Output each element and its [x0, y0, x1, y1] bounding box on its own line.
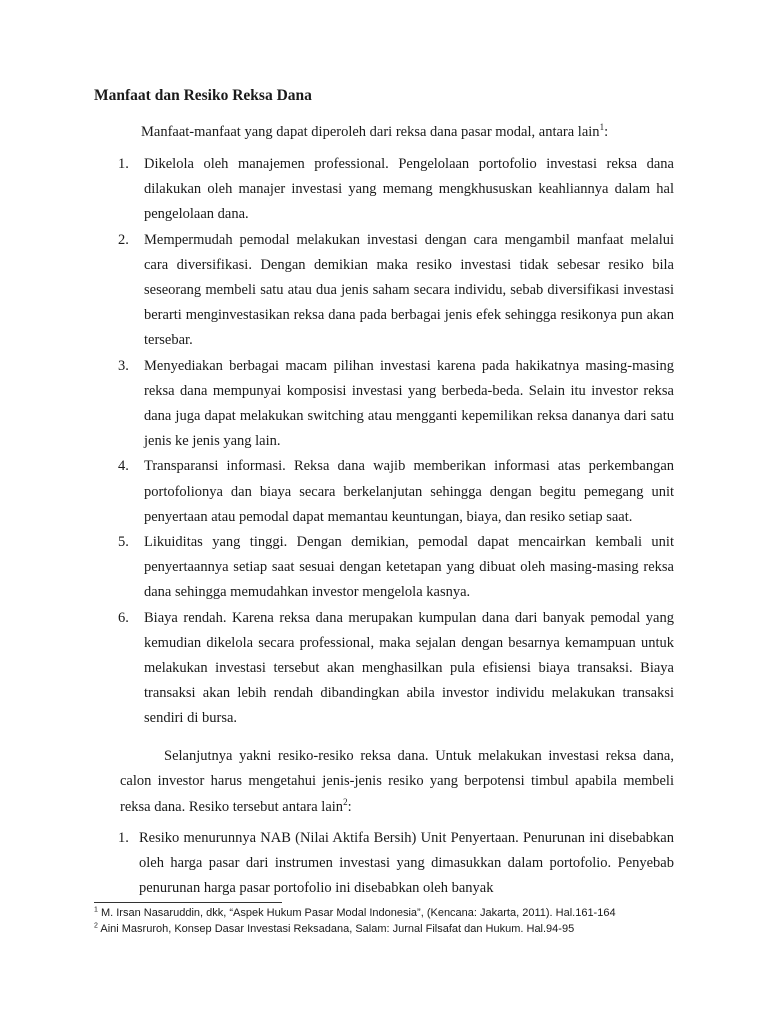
list-item-text: Menyediakan berbagai macam pilihan investasi karena pada hakikatnya masing-masing reksa dana mempunyai komposisi investasi yang berbeda-beda. Selain itu investor reksa dana juga dapat melakukan switching atau mengganti kepemilikan reksa dananya dari satu jenis ke jenis yang lain. — [144, 357, 674, 450]
list-item-text: Biaya rendah. Karena reksa dana merupakan kumpulan dana dari banyak pemodal yang kemudian dikelola secara professional, maka sejalan dengan besarnya kemampuan untuk melakukan investasi tersebut akan menghasilkan pula efisiensi biaya transaksi. Biaya transaksi akan lebih rendah dibandingkan abila investor individu melakukan transaksi sendiri di bursa. — [144, 609, 674, 727]
list-item-text: Transparansi informasi. Reksa dana wajib memberikan informasi atas perkembangan portofolionya dan biaya secara berkelanjutan sehingga dengan begitu pemegang unit penyertaan atau pemodal dapat memantau keuntungan, biaya, dan resiko setiap saat. — [144, 458, 674, 525]
list-number: 1. — [118, 830, 129, 846]
risk-paragraph — [120, 744, 674, 820]
risks-list — [0, 826, 768, 902]
footnote-number: 1 — [94, 906, 98, 914]
footnote-2 — [94, 921, 694, 937]
footnote-text: M. Irsan Nasaruddin, dkk, “Aspek Hukum Pasar Modal Indonesia”, (Kencana: Jakarta, 2011). Hal.161-164 — [97, 907, 616, 919]
footnote-ref-2[interactable]: 2 — [343, 796, 348, 807]
intro-paragraph — [141, 122, 701, 142]
benefit-item — [0, 454, 674, 530]
benefit-item — [0, 152, 674, 228]
footnote-1 — [94, 905, 694, 921]
footnote-separator — [94, 902, 282, 903]
list-number: 2. — [118, 231, 129, 248]
footnote-ref-1[interactable]: 1 — [599, 122, 605, 133]
list-number: 4. — [118, 458, 129, 475]
benefit-item — [0, 354, 674, 455]
section-heading: Manfaat dan Resiko Reksa Dana — [94, 87, 312, 104]
risk-item — [0, 826, 674, 902]
risk-paragraph-text: Selanjutnya yakni resiko-resiko reksa dana. Untuk melakukan investasi reksa dana, calon investor harus mengetahui jenis-jenis resiko yang berpotensi timbul apabila membeli reksa dana. Resiko tersebut antara lain — [120, 748, 674, 815]
intro-text: Manfaat-manfaat yang dapat diperoleh dari reksa dana pasar modal, antara lain — [141, 124, 600, 140]
footnote-number: 2 — [94, 922, 98, 930]
list-number: 5. — [118, 534, 129, 551]
footnote-text: Aini Masruroh, Konsep Dasar Investasi Reksadana, Salam: Jurnal Filsafat dan Hukum. Hal.94-95 — [97, 923, 575, 935]
benefits-list — [0, 152, 768, 732]
intro-suffix: : — [604, 124, 609, 140]
benefit-item — [0, 530, 674, 606]
list-number: 1. — [118, 156, 129, 172]
list-item-text: Likuiditas yang tinggi. Dengan demikian, pemodal dapat mencairkan kembali unit penyertaannya setiap saat sesuai dengan ketetapan yang dibuat oleh masing-masing reksa dana sehingga memudahkan investor mengelola kasnya. — [144, 534, 674, 601]
list-item-text: Resiko menurunnya NAB (Nilai Aktifa Bersih) Unit Penyertaan. Penurunan ini disebabkan oleh harga pasar dari instrumen investasi yang dimasukkan dalam portofolio. Penyebab penurunan harga pasar portofolio ini disebabkan oleh banyak — [139, 830, 674, 897]
list-number: 3. — [118, 357, 129, 374]
footnotes — [94, 905, 694, 937]
benefit-item — [0, 228, 674, 354]
risk-paragraph-suffix: : — [347, 798, 352, 815]
list-number: 6. — [118, 609, 129, 626]
benefit-item — [0, 606, 674, 732]
list-item-text: Dikelola oleh manajemen professional. Pengelolaan portofolio investasi reksa dana dilakukan oleh manajer investasi yang memang mengkhususkan keahliannya dalam hal pengelolaan dana. — [144, 156, 674, 223]
list-item-text: Mempermudah pemodal melakukan investasi dengan cara mengambil manfaat melalui cara diversifikasi. Dengan demikian maka resiko investasi tidak sebesar resiko bila seseorang membeli satu atau dua jenis saham secara individu, sebab diversifikasi investasi berarti menginvestasikan reksa dana pada berbagai jenis efek sehingga resikonya pun akan tersebar. — [144, 231, 674, 349]
